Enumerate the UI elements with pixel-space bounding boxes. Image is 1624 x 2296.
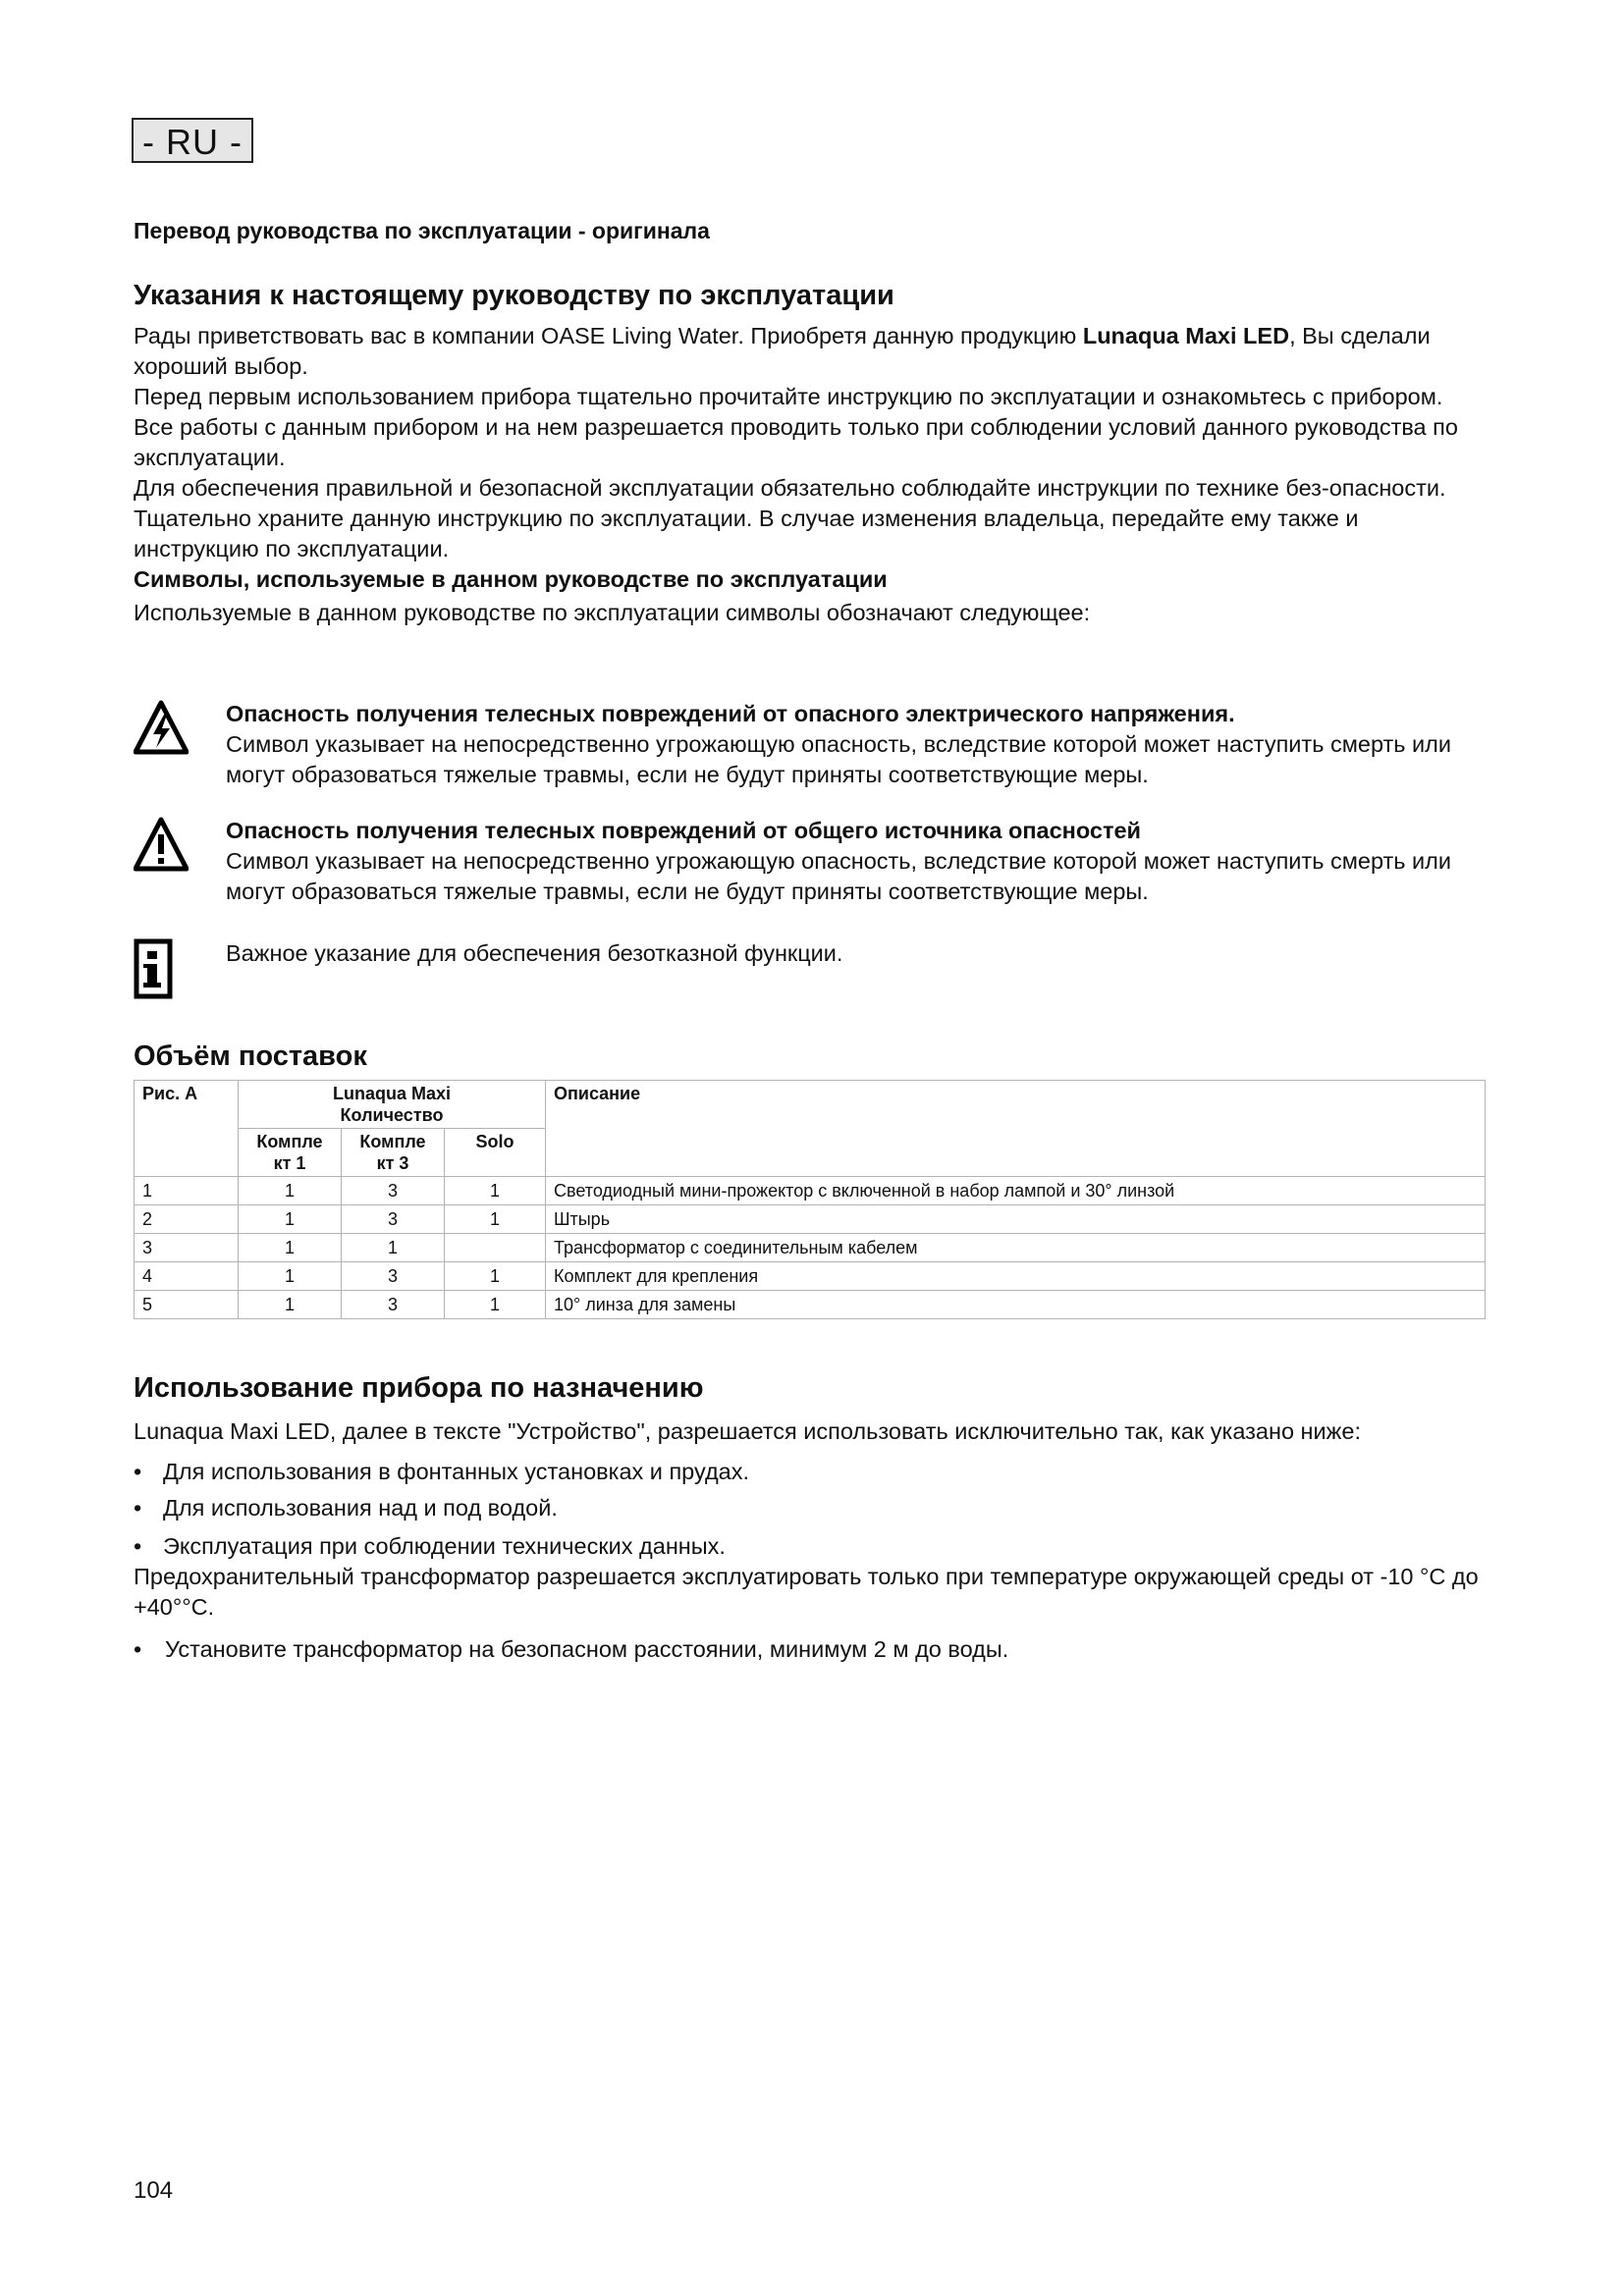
- header-fig: Рис. A: [135, 1081, 239, 1177]
- supply-heading: Объём поставок: [134, 1041, 367, 1072]
- table-row: 3 1 1 Трансформатор с соединительным кабелем: [135, 1234, 1486, 1262]
- usage-heading: Использование прибора по назначению: [134, 1372, 704, 1404]
- symbol-title: Опасность получения телесных повреждений от опасного электрического напряжения.: [226, 701, 1235, 726]
- usage-intro: Lunaqua Maxi LED, далее в тексте "Устройство", разрешается использовать исключительно так, как указано ниже:: [134, 1418, 1361, 1444]
- symbol-description: Важное указание для обеспечения безотказной функции.: [226, 940, 843, 966]
- intro-paragraph: Рады приветствовать вас в компании OASE Living Water. Приобретя данную продукцию Lunaqua Maxi LED, Вы сделали хороший выбор.: [134, 323, 1431, 379]
- usage-list: [134, 1457, 1489, 1562]
- list-item: • Установите трансформатор на безопасном расстоянии, минимум 2 м до воды.: [134, 1634, 1489, 1665]
- table-row: 5 1 3 1 10° линза для замены: [135, 1291, 1486, 1319]
- transformer-list: [134, 1634, 1489, 1665]
- page-number: 104: [134, 2177, 174, 2204]
- list-item: • Эксплуатация при соблюдении технических данных.: [134, 1531, 1489, 1562]
- header-description: Описание: [546, 1081, 1486, 1177]
- symbol-electric-row: [134, 699, 1489, 797]
- symbol-general-row: [134, 816, 1489, 914]
- table-row: 1 1 3 1 Светодиодный мини-прожектор с включенной в набор лампой и 30° линзой: [135, 1177, 1486, 1205]
- read-instructions-paragraph: Перед первым использованием прибора тщательно прочитайте инструкцию по эксплуатации и ознакомьтесь с прибором. Все работы с данным прибором и на нем разрешается проводить только при соблюдении условий данного руководства по эксплуатации.: [134, 384, 1458, 470]
- product-name: Lunaqua Maxi LED: [1082, 323, 1290, 348]
- keep-manual-paragraph: Тщательно храните данную инструкцию по эксплуатации. В случае изменения владельца, передайте ему также и инструкцию по эксплуатации.: [134, 506, 1359, 561]
- section-usage: [134, 1372, 1489, 1665]
- translation-subtitle: Перевод руководства по эксплуатации - оригинала: [134, 218, 710, 243]
- transformer-note: Предохранительный трансформатор разрешается эксплуатировать только при температуре окружающей среды от -10 °C до +40°°C.: [134, 1564, 1479, 1620]
- list-item: • Для использования над и под водой.: [134, 1493, 1489, 1523]
- symbol-description: Символ указывает на непосредственно угрожающую опасность, вследствие которой может наступить смерть или могут образоваться тяжелые травмы, если не будут приняты соответствующие меры.: [226, 848, 1452, 904]
- header-product: Lunaqua Maxi Количество: [239, 1081, 546, 1129]
- table-row: 4 1 3 1 Комплект для крепления: [135, 1262, 1486, 1291]
- header-kit1: Компле кт 1: [239, 1129, 342, 1177]
- header-solo: Solo: [445, 1129, 546, 1177]
- info-icon: [134, 938, 189, 999]
- symbol-info-row: [134, 936, 1489, 1001]
- section-instructions: [134, 280, 1489, 628]
- symbol-title: Опасность получения телесных повреждений от общего источника опасностей: [226, 818, 1142, 843]
- language-label: - RU -: [132, 118, 253, 163]
- section-heading: Указания к настоящему руководству по эксплуатации: [134, 280, 894, 311]
- symbols-intro: Используемые в данном руководстве по эксплуатации символы обозначают следующее:: [134, 600, 1091, 625]
- safety-paragraph: Для обеспечения правильной и безопасной эксплуатации обязательно соблюдайте инструкции по технике без-опасности.: [134, 475, 1446, 501]
- symbols-heading: Символы, используемые в данном руководстве по эксплуатации: [134, 566, 888, 592]
- symbol-description: Символ указывает на непосредственно угрожающую опасность, вследствие которой может наступить смерть или могут образоваться тяжелые травмы, если не будут приняты соответствующие меры.: [226, 731, 1452, 787]
- supply-table: [134, 1080, 1486, 1319]
- header-kit3: Компле кт 3: [342, 1129, 445, 1177]
- table-row: 2 1 3 1 Штырь: [135, 1205, 1486, 1234]
- general-hazard-icon: [134, 816, 189, 877]
- electric-hazard-icon: [134, 699, 189, 760]
- list-item: • Для использования в фонтанных установках и прудах.: [134, 1457, 1489, 1487]
